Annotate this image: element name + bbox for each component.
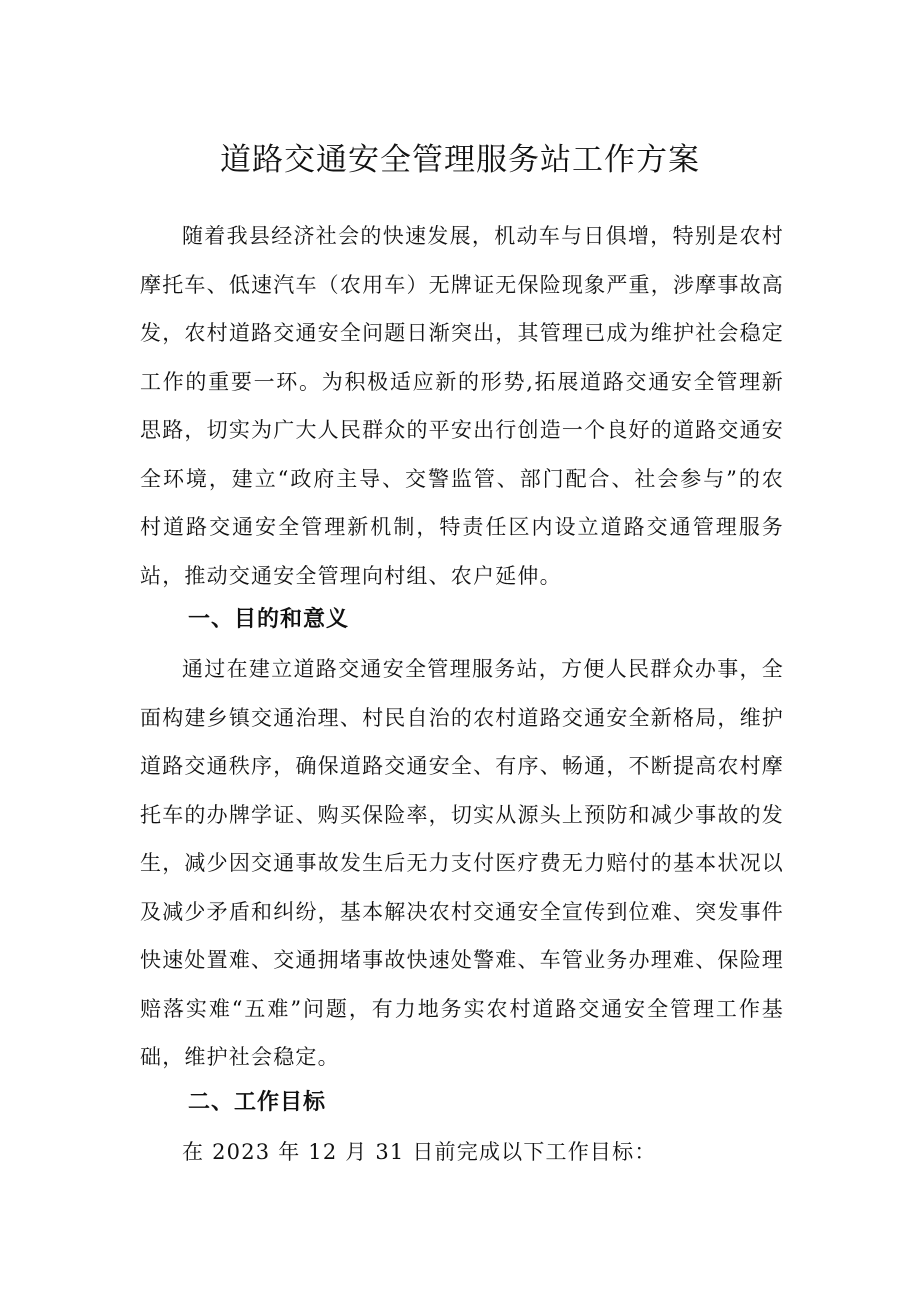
purpose-paragraph: 通过在建立道路交通安全管理服务站，方便人民群众办事，全面构建乡镇交通治理、村民自治的农村道路交通安全新格局，维护道路交通秩序，确保道路交通安全、有序、畅通，不断提高农村摩托车的办牌学证、购买保险率，切实从源头上预防和减少事故的发生，减少因交通事故发生后无力支付医疗费无力赔付的基本状况以及减少矛盾和纠纷，基本解决农村交通安全宣传到位难、突发事件快速处置难、交通拥堵事故快速处警难、车管业务办理难、保险理赔落实难“五难”问题，有力地务实农村道路交通安全管理工作基础，维护社会稳定。 [140, 657, 784, 1069]
section-heading-goals: 二、工作目标 [188, 1090, 327, 1115]
document-title: 道路交通安全管理服务站工作方案 [220, 142, 700, 178]
section-heading-purpose: 一、目的和意义 [188, 607, 350, 632]
goals-paragraph: 在 2023 年 12 月 31 日前完成以下工作目标： [182, 1140, 657, 1164]
intro-paragraph: 随着我县经济社会的快速发展，机动车与日俱增，特别是农村摩托车、低速汽车（农用车）无牌证无保险现象严重，涉摩事故高发，农村道路交通安全问题日渐突出，其管理已成为维护社会稳定工作的重要一环。为积极适应新的形势,拓展道路交通安全管理新思路，切实为广大人民群众的平安出行创造一个良好的道路交通安全环境，建立“政府主导、交警监管、部门配合、社会参与”的农村道路交通安全管理新机制，特责任区内设立道路交通管理服务站，推动交通安全管理向村组、农户延伸。 [140, 224, 784, 588]
